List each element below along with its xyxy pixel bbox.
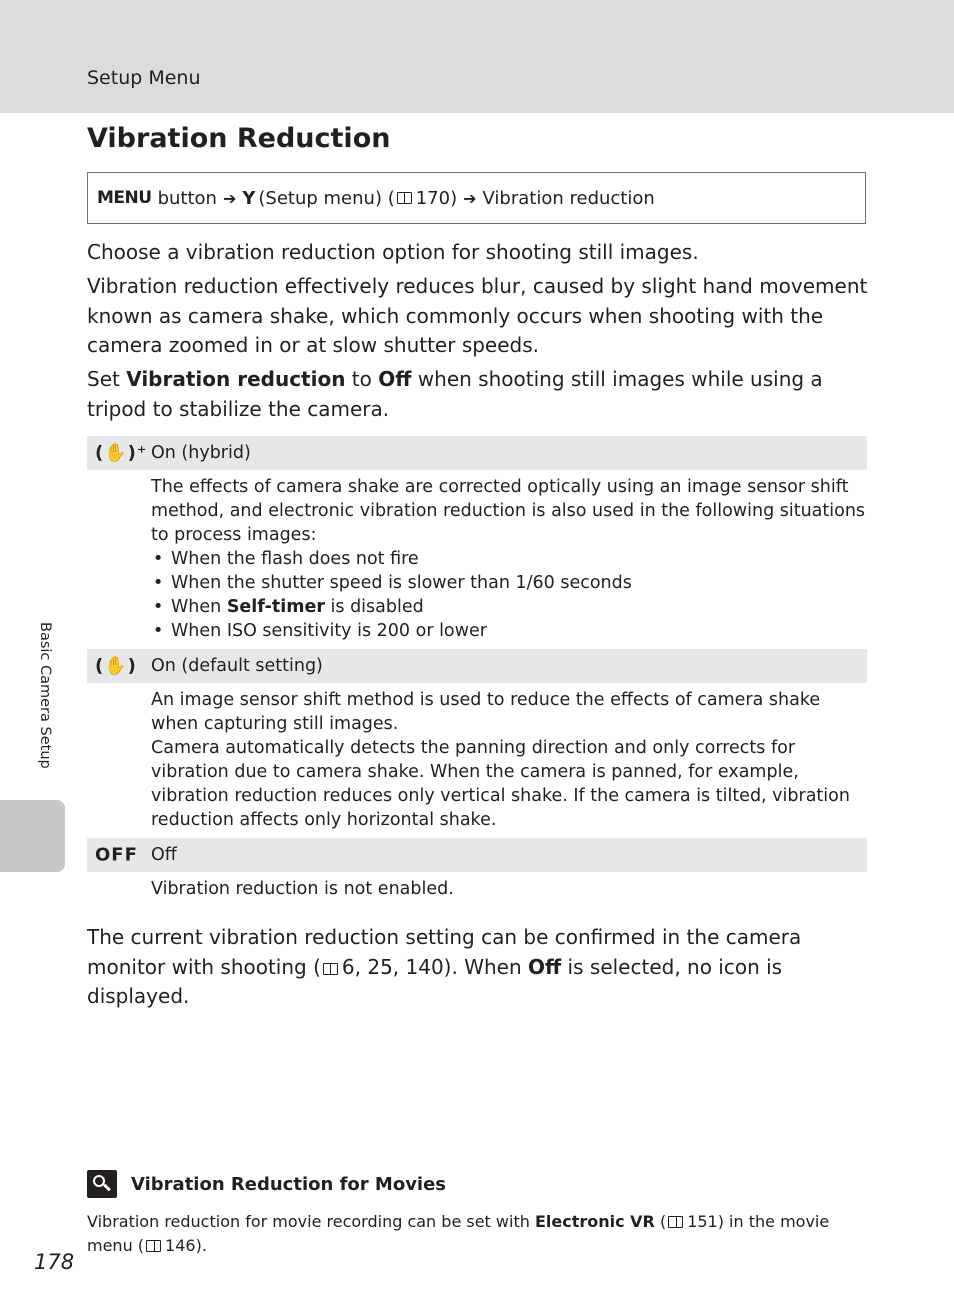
- options-table: [87, 436, 867, 907]
- explanation-paragraph: [87, 272, 872, 361]
- setting-name: Vibration reduction: [126, 367, 346, 391]
- magnifier-note-icon: [87, 1170, 117, 1198]
- movie-note-text: Vibration reduction for movie recording can be set with Electronic VR ( 151) in the movie menu ( 146).: [87, 1212, 830, 1255]
- page-reference-icon: [668, 1216, 683, 1228]
- option-label: On (hybrid): [151, 443, 251, 463]
- option-desc-text: Vibration reduction is not enabled.: [151, 879, 454, 899]
- list-item: • When the flash does not fire: [151, 547, 867, 571]
- setting-name: Self-timer: [226, 597, 325, 617]
- option-label: Off: [151, 845, 177, 865]
- setting-name: Electronic VR: [534, 1212, 655, 1231]
- page-number: 178: [34, 1250, 75, 1274]
- list-item: • When the shutter speed is slower than 1/60 seconds: [151, 571, 867, 595]
- vr-hybrid-icon: (✋)⁺: [95, 442, 148, 464]
- option-row-hybrid: [87, 436, 867, 470]
- option-desc-text: An image sensor shift method is used to reduce the effects of camera shake when capturing still images.: [151, 690, 821, 734]
- option-row-off: [87, 838, 867, 872]
- nav-setup-menu-text: (Setup menu) (: [258, 187, 395, 209]
- nav-button-text: button: [157, 187, 217, 209]
- setting-value: Off: [528, 954, 562, 979]
- vr-off-icon: OFF: [95, 844, 138, 866]
- menu-button-icon: MENU: [97, 188, 152, 208]
- option-desc-text: Camera automatically detects the panning direction and only corrects for vibration due to camera shake. When the camera is panned, for example, vibration reduction reduces only vertical shake. If the camera is tilted, vibration reduction affects only horizontal shake.: [151, 738, 850, 830]
- option-description-default: [87, 683, 867, 838]
- explanation-text: Vibration reduction effectively reduces blur, caused by slight hand movement known as camera shake, which commonly occurs when shooting with the camera zoomed in or at slow shutter speeds.: [87, 274, 868, 357]
- header-band: [0, 0, 954, 113]
- tripod-text: Set Vibration reduction to Off when shooting still images while using a tripod to stabilize the camera.: [87, 367, 823, 421]
- nav-target: Vibration reduction: [482, 187, 655, 209]
- page-reference-icon: [323, 963, 338, 975]
- arrow-right-icon: ➔: [463, 188, 477, 208]
- section-label: Setup Menu: [87, 67, 201, 89]
- arrow-right-icon: ➔: [222, 188, 237, 208]
- list-item: • When ISO sensitivity is 200 or lower: [151, 619, 867, 643]
- confirm-text: The current vibration reduction setting can be confirmed in the camera monitor with shooting ( 6, 25, 140). When Off is selected, no icon is displayed.: [87, 925, 802, 1008]
- chapter-side-tab: [0, 800, 65, 872]
- chapter-side-label: Basic Camera Setup: [37, 622, 53, 769]
- page-reference-icon: [397, 192, 412, 204]
- intro-paragraph: [87, 238, 872, 268]
- note-title: Vibration Reduction for Movies: [131, 1173, 447, 1195]
- confirm-paragraph: [87, 923, 872, 1012]
- tripod-paragraph: [87, 365, 872, 424]
- bullet-list: [151, 547, 867, 643]
- list-item: • When Self-timer is disabled: [151, 595, 867, 619]
- option-description-hybrid: [87, 470, 867, 649]
- intro-text: Choose a vibration reduction option for shooting still images.: [87, 240, 699, 264]
- setting-value: Off: [378, 367, 412, 391]
- page-title: Vibration Reduction: [87, 123, 391, 154]
- movie-note-heading: [87, 1170, 446, 1198]
- vr-on-icon: (✋): [95, 655, 137, 677]
- page-reference-icon: [146, 1240, 161, 1252]
- setup-wrench-icon: Y: [242, 187, 256, 209]
- option-label: On (default setting): [151, 656, 323, 676]
- nav-ref-page[interactable]: 170): [415, 187, 458, 209]
- menu-navigation-path: [87, 172, 866, 224]
- option-row-default: [87, 649, 867, 683]
- option-description-off: [87, 872, 867, 907]
- option-desc-text: The effects of camera shake are corrected optically using an image sensor shift method, and electronic vibration reduction is also used in the following situations to process images:: [151, 477, 866, 545]
